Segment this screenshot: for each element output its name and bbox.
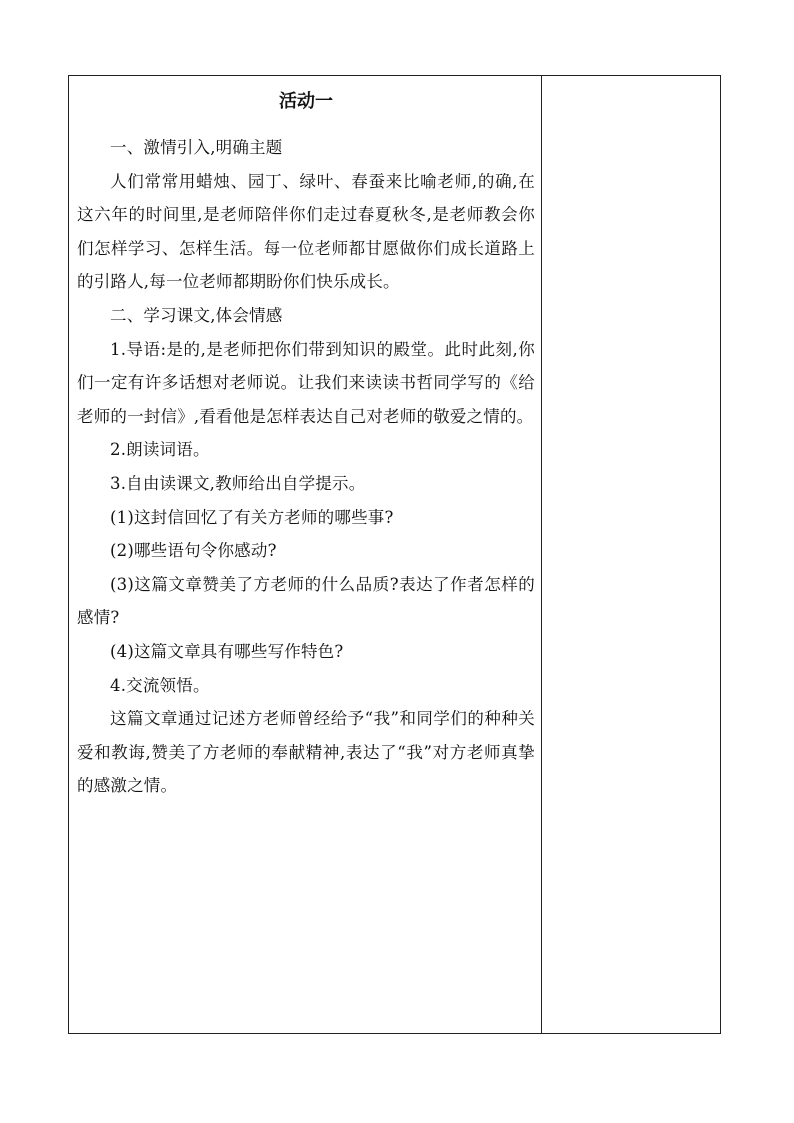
lesson-table — [68, 75, 721, 1034]
paragraph-read-words: 2.朗读词语。 — [110, 440, 210, 460]
paragraph-exchange: 4.交流领悟。 — [110, 675, 210, 695]
question-1: (1)这封信回忆了有关方老师的哪些事? — [110, 507, 394, 527]
paragraph-intro-text: 人们常常用蜡烛、园丁、绿叶、春蚕来比喻老师,的确,在这六年的时间里,是老师陪伴你们走过春夏秋冬,是老师教会你们怎样学习、怎样生活。每一位老师都甘愿做你们成长道路上的引路人,每一位老师都期盼你们快乐成长。 — [77, 171, 535, 292]
paragraph-self-study: 3.自由读课文,教师给出自学提示。 — [110, 473, 366, 493]
question-3: (3)这篇文章赞美了方老师的什么品质?表达了作者怎样的感情? — [77, 574, 535, 628]
activity-title: 活动一 — [279, 91, 333, 112]
question-4: (4)这篇文章具有哪些写作特色? — [110, 641, 344, 661]
main-column — [69, 76, 542, 1034]
section-heading-study: 二、学习课文,体会情感 — [110, 305, 283, 325]
question-2: (2)哪些语句令你感动? — [110, 541, 277, 561]
side-notes-area — [542, 76, 720, 1033]
side-notes-column — [542, 76, 721, 1034]
lesson-content — [69, 76, 541, 803]
paragraph-summary: 这篇文章通过记述方老师曾经给予“我”和同学们的种种关爱和教诲,赞美了方老师的奉献精神,表达了“我”对方老师真挚的感激之情。 — [77, 709, 535, 796]
paragraph-guide: 1.导语:是的,是老师把你们带到知识的殿堂。此时此刻,你们一定有许多话想对老师说。让我们来读读书哲同学写的《给老师的一封信》,看看他是怎样表达自己对老师的敬爱之情的。 — [77, 339, 535, 426]
section-heading-intro: 一、激情引入,明确主题 — [110, 138, 283, 157]
